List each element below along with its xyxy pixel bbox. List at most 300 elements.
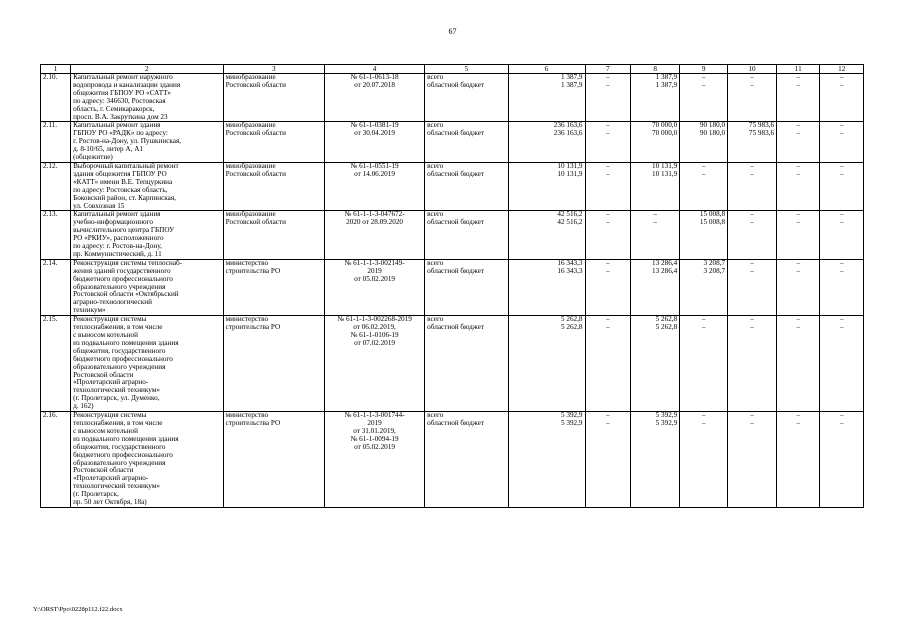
amount-cell [508,74,585,122]
amount-cell [508,122,585,163]
object-name-line: (г. Пролетарск, ул. Думенко, [73,394,160,403]
amount-value: – [839,210,844,219]
amount-cell [777,211,820,259]
amount-value: – [839,323,844,332]
amount-value: – [839,258,844,267]
amount-value: – [839,315,844,324]
expertise-doc-line: 2019 [367,266,382,275]
amount-value: – [796,411,801,420]
funding-source-line: всего [427,315,444,324]
amount-cell [728,74,777,122]
responsible-org [223,259,324,315]
amount-cell [631,259,680,315]
amount-cell [820,74,864,122]
amount-value: – [796,80,801,89]
amount-value: – [839,80,844,89]
amount-value: 3 208,7 [703,258,726,267]
amount-value: – [839,169,844,178]
amount-value: – [606,210,610,219]
table-row [41,122,864,163]
budget-table [40,64,864,508]
object-name-line: общежития, государственного [73,346,166,355]
responsible-org-line: строительства РО [225,266,281,275]
amount-value: – [796,418,801,427]
column-number-header: 1 [41,65,71,74]
amount-cell [631,412,680,508]
object-name-line: теплоснабжения, в том числе [73,418,163,427]
amount-cell [680,211,728,259]
column-number-header: 7 [585,65,631,74]
object-name-line: по адресу: г. Ростов-на-Дону, [73,242,162,251]
object-name-line: с выносом котельной [73,426,138,435]
expertise-doc-line: № 61-1-0381-19 [350,121,399,130]
object-name [71,162,224,210]
table-row [41,259,864,315]
amount-value: – [606,73,610,81]
amount-value: – [750,323,754,332]
table-row [41,412,864,508]
object-name-line: по адресу: Ростовская область, [73,185,168,194]
object-name-line: «Пролетарский аграрно- [73,474,149,483]
responsible-org-line: министерство [225,258,269,267]
row-number: 2.10. [41,74,71,122]
expertise-doc-line: № 61-1-0106-19 [350,331,399,339]
funding-source [425,211,509,259]
amount-value: 5 392,9 [655,418,678,427]
expertise-doc-line: № 61-1-1-3-047672- [344,210,405,219]
amount-value: – [750,161,754,170]
object-name-line: водопровода и канализации здания [73,80,181,89]
amount-cell [631,74,680,122]
amount-value: – [750,73,754,81]
page-number: 67 [448,27,457,36]
amount-value: – [750,315,754,324]
funding-source [425,122,509,163]
responsible-org [223,162,324,210]
row-number: 2.12. [41,162,71,210]
amount-cell [680,316,728,412]
table-row [41,316,864,412]
object-name-line: Выборочный капитальный ремонт [73,161,179,170]
amount-value: 5 392,9 [655,411,678,420]
object-name-line: здания общежития ГБПОУ РО [73,169,167,178]
amount-value: – [839,129,844,138]
object-name-line: из подвального помещения здания [73,434,179,443]
amount-value: – [701,80,706,89]
footer-file-path: Y:\ORST\Ppo\0228p112.f22.docx [33,606,123,613]
expertise-doc-line: от 05.02.2019 [354,442,395,451]
amount-value: 16 343,3 [557,266,583,275]
amount-value: – [839,266,844,275]
responsible-org [223,412,324,508]
amount-value: 5 262,8 [655,323,678,332]
funding-source [425,259,509,315]
object-name-line: область, г. Семикаракорск, [73,104,155,113]
amount-cell [820,162,864,210]
amount-value: – [701,323,706,332]
amount-value: – [796,161,801,170]
amount-value: 236 163,6 [553,121,583,130]
amount-value: 15 008,8 [699,210,726,219]
object-name-line: «КАТТ» имени В.Е. Тепцуркина [73,177,173,186]
amount-value: – [796,258,801,267]
object-name-line: пр. 50 лет Октября, 18а) [73,498,147,507]
object-name-line: пр. Коммунистический, д. 11 [73,249,162,258]
row-number: 2.15. [41,316,71,412]
amount-value: – [839,411,844,420]
amount-cell [508,162,585,210]
amount-value: – [796,218,801,227]
object-name-line: технологический техникум» [73,386,160,395]
amount-value: – [606,121,610,130]
amount-cell [680,74,728,122]
object-name-line: просп. В.А. Закруткина дом 23 [73,112,168,121]
object-name-line: общежития, государственного [73,442,166,451]
amount-value: 10 131,9 [652,169,678,178]
amount-value: – [701,315,706,324]
responsible-org-line: минобразование [225,73,276,81]
amount-value: – [796,315,801,324]
amount-cell [585,211,631,259]
expertise-doc-line: № 61-1-0613-18 [350,73,399,81]
amount-cell [728,162,777,210]
responsible-org-line: Ростовской области [225,80,286,89]
expertise-doc-line: от 06.02.2019, [353,323,396,332]
funding-source-line: областной бюджет [427,323,484,332]
amount-value: 16 343,3 [557,258,583,267]
amount-cell [585,259,631,315]
amount-cell [585,74,631,122]
column-number-header: 2 [71,65,224,74]
funding-source-line: всего [427,73,444,81]
object-name-line: жения зданий государственного [73,266,171,275]
object-name-line: Капитальный ремонт здания [73,121,161,130]
object-name-line: бюджетного профессионального [73,354,173,363]
amount-cell [728,316,777,412]
amount-cell [585,162,631,210]
funding-source [425,74,509,122]
amount-value: – [606,258,610,267]
object-name-line: д. 162) [73,402,94,411]
amount-cell [777,162,820,210]
expertise-doc-line: № 61-1-1-3-001744- [344,411,405,420]
amount-value: – [750,210,754,219]
object-name-line: по адресу: 346630, Ростовская [73,96,166,105]
amount-value: – [750,218,754,227]
object-name-line: ГБПОУ РО «РАДК» по адресу: [73,129,168,138]
expertise-doc-line: № 61-1-1-3-002149- [344,258,405,267]
expertise-doc-line: от 20.07.2018 [354,80,395,89]
amount-value: – [796,129,801,138]
amount-value: – [796,266,801,275]
responsible-org [223,316,324,412]
object-name-line: (общежитие) [73,153,113,162]
responsible-org-line: минобразование [225,121,276,130]
responsible-org [223,211,324,259]
amount-value: 42 516,2 [557,210,583,219]
amount-value: 90 180,0 [699,121,726,130]
amount-value: – [750,169,754,178]
amount-value: 1 387,9 [560,73,583,81]
amount-cell [508,316,585,412]
amount-value: 5 392,9 [560,418,583,427]
amount-cell [631,122,680,163]
amount-value: 10 131,9 [557,161,583,170]
amount-value: – [606,323,610,332]
amount-cell [820,259,864,315]
amount-value: 75 983,6 [748,129,775,138]
object-name-line: вычислительного центра ГБПОУ [73,226,175,235]
amount-value: – [606,218,610,227]
amount-value: – [839,218,844,227]
expertise-doc [324,259,424,315]
amount-value: 10 131,9 [652,161,678,170]
object-name [71,211,224,259]
amount-cell [508,412,585,508]
amount-value: 13 286,4 [652,258,678,267]
object-name-line: РО «РКИУ», расположенного [73,234,164,243]
expertise-doc-line: от 30.04.2019 [354,129,395,138]
amount-value: – [701,169,706,178]
object-name-line: Капитальный ремонт наружного [73,73,173,81]
funding-source-line: всего [427,210,444,219]
amount-value: – [796,169,801,178]
amount-cell [820,122,864,163]
responsible-org-line: минобразование [225,210,276,219]
amount-value: – [796,210,801,219]
object-name-line: бюджетного профессионального [73,450,173,459]
funding-source-line: областной бюджет [427,266,484,275]
column-number-header: 9 [680,65,728,74]
amount-value: 5 262,8 [655,315,678,324]
amount-value: – [839,161,844,170]
column-number-header: 6 [508,65,585,74]
amount-value: – [606,129,610,138]
responsible-org-line: министерство [225,315,269,324]
amount-cell [680,259,728,315]
object-name-line: технологический техникум» [73,482,160,491]
object-name-line: г. Ростов-на-Дону, ул. Пушкинская, [73,137,182,146]
object-name-line: учебно-информационного [73,218,154,227]
amount-value: 70 000,0 [652,121,678,130]
amount-value: 90 180,0 [699,129,726,138]
expertise-doc-line: № 61-1-0551-19 [350,161,399,170]
amount-value: – [606,161,610,170]
responsible-org-line: Ростовской области [225,218,286,227]
amount-cell [680,162,728,210]
amount-cell [680,412,728,508]
funding-source-line: всего [427,121,444,130]
amount-cell [585,412,631,508]
amount-value: 13 286,4 [652,266,678,275]
amount-cell [820,412,864,508]
amount-value: 5 392,9 [560,411,583,420]
expertise-doc-line: 2019 [367,418,382,427]
amount-value: 3 208,7 [703,266,726,275]
object-name [71,122,224,163]
amount-value: – [839,418,844,427]
row-number: 2.13. [41,211,71,259]
object-name-line: Реконструкция системы [73,315,147,324]
object-name-line: (г. Пролетарск, [73,490,119,499]
amount-cell [728,259,777,315]
funding-source-line: всего [427,411,444,420]
amount-cell [631,211,680,259]
expertise-doc-line: от 31.01.2019, [353,426,396,435]
funding-source-line: областной бюджет [427,418,484,427]
funding-source [425,162,509,210]
object-name-line: д. 8-10/65, литер А, А1 [73,145,143,154]
column-number-header: 11 [777,65,820,74]
object-name [71,316,224,412]
amount-cell [508,259,585,315]
amount-cell [728,211,777,259]
amount-value: – [796,323,801,332]
expertise-doc [324,162,424,210]
expertise-doc [324,412,424,508]
amount-value: 5 262,8 [560,315,583,324]
object-name-line: образовательного учреждения [73,362,166,371]
expertise-doc-line: от 05.02.2019 [354,274,395,283]
expertise-doc-line: № 61-1-1-3-002268-2019 [337,315,412,324]
responsible-org-line: минобразование [225,161,276,170]
amount-cell [777,316,820,412]
responsible-org [223,122,324,163]
object-name-line: Реконструкция системы теплоснаб- [73,258,183,267]
amount-cell [585,122,631,163]
amount-cell [820,211,864,259]
amount-cell [728,122,777,163]
amount-value: – [796,121,801,130]
funding-source-line: областной бюджет [427,80,484,89]
amount-cell [777,122,820,163]
row-number: 2.16. [41,412,71,508]
amount-value: – [701,418,706,427]
funding-source [425,316,509,412]
funding-source-line: областной бюджет [427,169,484,178]
amount-value: 70 000,0 [652,129,678,138]
amount-value: – [750,258,754,267]
funding-source-line: всего [427,161,444,170]
responsible-org-line: Ростовской области [225,129,286,138]
responsible-org-line: строительства РО [225,418,281,427]
amount-cell [777,259,820,315]
amount-value: 42 516,2 [557,218,583,227]
amount-value: – [796,73,801,81]
column-number-header: 3 [223,65,324,74]
object-name-line: «Пролетарский аграрно- [73,378,149,387]
amount-value: – [606,411,610,420]
amount-cell [777,412,820,508]
responsible-org-line: министерство [225,411,269,420]
object-name [71,259,224,315]
amount-cell [585,316,631,412]
object-name-line: аграрно-технологический [73,298,152,307]
funding-source [425,412,509,508]
amount-value: – [750,266,754,275]
funding-source-line: областной бюджет [427,218,484,227]
amount-value: – [653,218,657,227]
amount-value: 1 387,9 [655,80,678,89]
object-name-line: бюджетного профессионального [73,274,173,283]
amount-cell [777,74,820,122]
amount-cell [508,211,585,259]
expertise-doc-line: № 61-1-0094-19 [350,434,399,443]
amount-value: – [750,80,754,89]
amount-cell [631,162,680,210]
object-name-line: Реконструкция системы [73,411,147,420]
object-name-line: Ростовской области [73,466,134,475]
column-number-header: 4 [324,65,424,74]
amount-value: – [839,121,844,130]
row-number: 2.14. [41,259,71,315]
amount-value: – [653,210,657,219]
column-number-header: 10 [728,65,777,74]
expertise-doc-line: от 14.06.2019 [354,169,395,178]
amount-value: – [750,418,754,427]
object-name-line: с выносом котельной [73,331,138,339]
funding-source-line: областной бюджет [427,129,484,138]
object-name-line: образовательного учреждения [73,458,166,467]
amount-value: – [701,73,706,81]
object-name-line: из подвального помещения здания [73,338,179,347]
object-name-line: общежития ГБПОУ РО «САТТ» [73,88,171,97]
amount-value: 1 387,9 [655,73,678,81]
amount-cell [820,316,864,412]
object-name [71,412,224,508]
amount-value: – [606,80,610,89]
column-number-header: 5 [425,65,509,74]
object-name-line: Боковский район, ст. Карпинская, [73,193,176,202]
object-name-line: образовательного учреждения [73,282,166,291]
amount-value: – [701,411,706,420]
object-name-line: Ростовской области «Октябрьский [73,290,179,299]
column-number-header: 8 [631,65,680,74]
responsible-org [223,74,324,122]
amount-value: 236 163,6 [553,129,583,138]
object-name-line: теплоснабжения, в том числе [73,323,163,332]
amount-value: – [701,161,706,170]
expertise-doc [324,122,424,163]
amount-cell [728,412,777,508]
expertise-doc-line: 2020 от 28.09.2020 [346,218,404,227]
amount-value: 15 008,8 [699,218,726,227]
column-number-header: 12 [820,65,864,74]
object-name [71,74,224,122]
amount-value: – [606,266,610,275]
amount-cell [680,122,728,163]
amount-value: 5 262,8 [560,323,583,332]
expertise-doc [324,74,424,122]
object-name-line: Ростовской области [73,370,134,379]
amount-value: – [606,169,610,178]
object-name-line: техникум» [73,306,106,315]
table-row [41,74,864,122]
table-body [41,74,864,508]
responsible-org-line: строительства РО [225,323,281,332]
expertise-doc [324,211,424,259]
amount-value: – [839,73,844,81]
amount-cell [631,316,680,412]
responsible-org-line: Ростовской области [225,169,286,178]
amount-value: 10 131,9 [557,169,583,178]
table-row [41,211,864,259]
object-name-line: ул. Совхозная 15 [73,201,125,210]
object-name-line: Капитальный ремонт здания [73,210,161,219]
row-number: 2.11. [41,122,71,163]
funding-source-line: всего [427,258,444,267]
amount-value: 1 387,9 [560,80,583,89]
